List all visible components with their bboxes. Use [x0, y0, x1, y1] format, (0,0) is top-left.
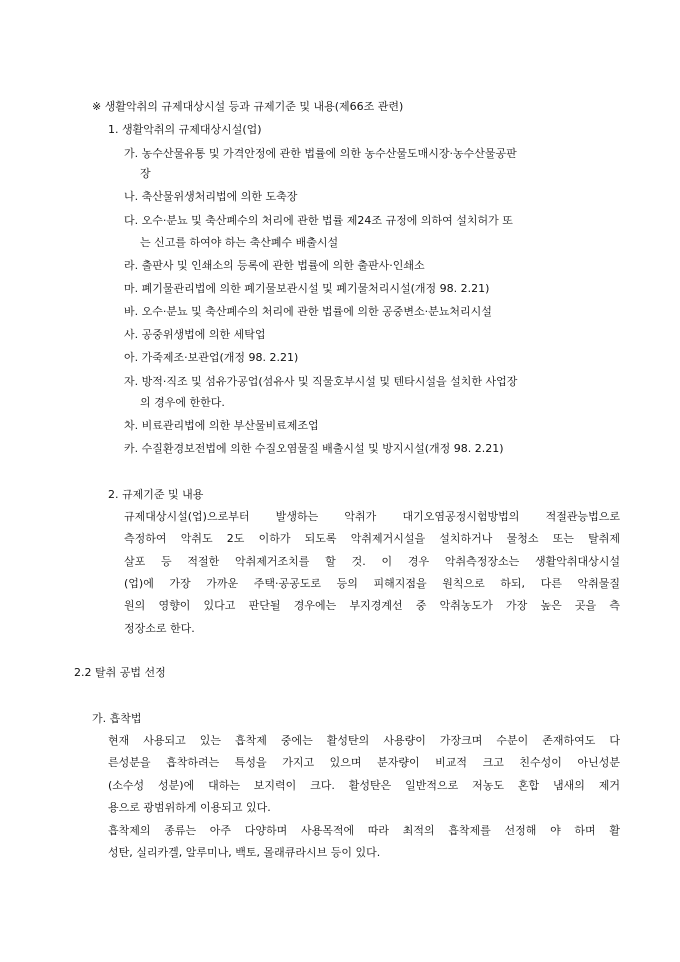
adsorption-para1-line-1: 현재 사용되고 있는 흡착제 중에는 활성탄의 사용량이 가장크며 수분이 존재하여도 다: [108, 734, 620, 747]
adsorption-para1-line-4: 용으로 광범위하게 이용되고 있다.: [108, 801, 271, 814]
adsorption-para1-line-2: 른성분을 흡착하려는 특성을 가지고 있으며 분자량이 비교적 크고 친수성이 아닌성분: [108, 756, 620, 769]
item-da-line-1: 다. 오수·분뇨 및 축산폐수의 처리에 관한 법률 제24조 규정에 의하여 설치허가 또: [124, 214, 513, 227]
item-ra: 라. 출판사 및 인쇄소의 등록에 관한 법률에 의한 출판사·인쇄소: [124, 259, 425, 272]
item-ma: 마. 폐기물관리법에 의한 폐기물보관시설 및 폐기물처리시설(개정 98. 2.21): [124, 282, 490, 295]
section-2-line-5: 원의 영향이 있다고 판단될 경우에는 부지경계선 중 악취농도가 가장 높은 곳을 측: [124, 599, 620, 612]
note-title: ※ 생활악취의 규제대상시설 등과 규제기준 및 내용(제66조 관련): [92, 100, 404, 113]
section-2-line-1: 규제대상시설(업)으로부터 발생하는 악취가 대기오염공정시험방법의 적절관능법으로: [124, 510, 620, 523]
item-ja-line-1: 자. 방적·직조 및 섬유가공업(섬유사 및 직물호부시설 및 텐타시설을 설치한 사업장: [124, 375, 518, 388]
adsorption-para2-line-1: 흡착제의 종류는 아주 다양하며 사용목적에 따라 최적의 흡착제를 선정해 야 하며 활: [108, 824, 620, 837]
section-2-2-heading: 2.2 탈취 공법 선정: [74, 666, 166, 679]
item-ga-line-2: 장: [140, 167, 151, 180]
item-da-line-2: 는 신고를 하여야 하는 축산폐수 배출시설: [140, 236, 339, 249]
section-2-line-3: 살포 등 적절한 악취제거조치를 할 것. 이 경우 악취측정장소는 생활악취대상시설: [124, 555, 620, 568]
item-ga-line-1: 가. 농수산물유통 및 가격안정에 관한 법률에 의한 농수산물도매시장·농수산물공판: [124, 147, 517, 160]
item-sa: 사. 공중위생법에 의한 세탁업: [124, 328, 266, 341]
section-2-line-2: 측정하여 악취도 2도 이하가 되도록 악취제거시설을 설치하거나 물청소 또는 탈취제: [124, 532, 620, 545]
item-ka: 카. 수질환경보전법에 의한 수질오염물질 배출시설 및 방지시설(개정 98. 2.21): [124, 442, 504, 455]
section-2-line-4: (업)에 가장 가까운 주택·공공도로 등의 피해지점을 원칙으로 하되, 다른 악취물질: [124, 577, 620, 590]
adsorption-para2-line-2: 성탄, 실리카겔, 알루미나, 백토, 몰래큐라시브 등이 있다.: [108, 846, 381, 859]
item-cha: 차. 비료관리법에 의한 부산물비료제조업: [124, 419, 319, 432]
section-2-line-6: 정장소로 한다.: [124, 622, 195, 635]
item-ba: 바. 오수·분뇨 및 축산폐수의 처리에 관한 법률에 의한 공중변소·분뇨처리시설: [124, 305, 492, 318]
item-a: 아. 가죽제조·보관업(개정 98. 2.21): [124, 351, 299, 364]
item-na: 나. 축산물위생처리법에 의한 도축장: [124, 190, 298, 203]
section-2-heading: 2. 규제기준 및 내용: [108, 488, 204, 501]
item-ja-line-2: 의 경우에 한한다.: [140, 396, 225, 409]
subsection-adsorption-heading: 가. 흡착법: [92, 712, 142, 725]
adsorption-para1-line-3: (소수성 성분)에 대하는 보지력이 크다. 활성탄은 일반적으로 저농도 혼합 냄새의 제거: [108, 779, 620, 792]
section-1-heading: 1. 생활악취의 규제대상시설(업): [108, 123, 262, 136]
